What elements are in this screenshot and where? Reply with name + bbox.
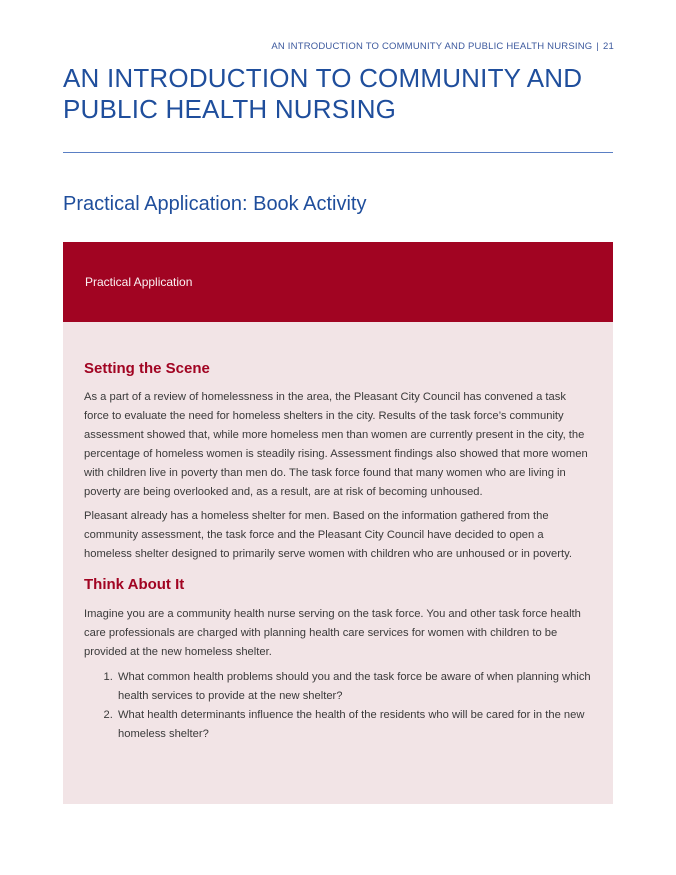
running-header-text: AN INTRODUCTION TO COMMUNITY AND PUBLIC HEALTH NURSING — [271, 41, 593, 52]
think-about-it-heading: Think About It — [84, 576, 185, 593]
box-header-label: Practical Application — [85, 275, 193, 289]
scene-paragraph-1: As a part of a review of homelessness in the area, the Pleasant City Council has convened a task force to evaluate the need for homeless shelters in the city. Results of the task force’s community assessment showed that, while more homeless men than women are currently present in the city, the percentage of homeless women is steadily rising. Assessment findings also showed that more women with children live in poverty than men do. The task force found that many women who are living in poverty are being overlooked and, as a result, are at risk of becoming unhoused. — [84, 391, 588, 498]
title-divider — [63, 152, 613, 153]
running-header-separator: | — [596, 41, 600, 52]
question-list — [84, 668, 592, 744]
section-title: Practical Application: Book Activity — [63, 193, 367, 215]
question-item: 1. What common health problems should you and the task force be aware of when planning which health services to provide at the new shelter? — [116, 668, 592, 706]
box-body — [63, 322, 613, 744]
running-header — [271, 41, 614, 52]
question-item: 2. What health determinants influence the health of the residents who will be cared for in the new homeless shelter? — [116, 706, 592, 744]
chapter-title: AN INTRODUCTION TO COMMUNITY AND PUBLIC HEALTH NURSING — [63, 63, 583, 124]
page-number: 21 — [603, 41, 614, 52]
scene-paragraph-2: Pleasant already has a homeless shelter for men. Based on the information gathered from the community assessment, the task force and the Pleasant City Council have decided to open a homeless shelter designed to primarily serve women with children who are unhoused or in poverty. — [84, 510, 572, 560]
practical-application-box — [63, 242, 613, 804]
think-intro-paragraph: Imagine you are a community health nurse serving on the task force. You and other task force health care professionals are charged with planning health care services for women with children to be provided at the new homeless shelter. — [84, 608, 581, 658]
setting-the-scene-heading: Setting the Scene — [84, 360, 210, 377]
box-header — [63, 242, 613, 322]
